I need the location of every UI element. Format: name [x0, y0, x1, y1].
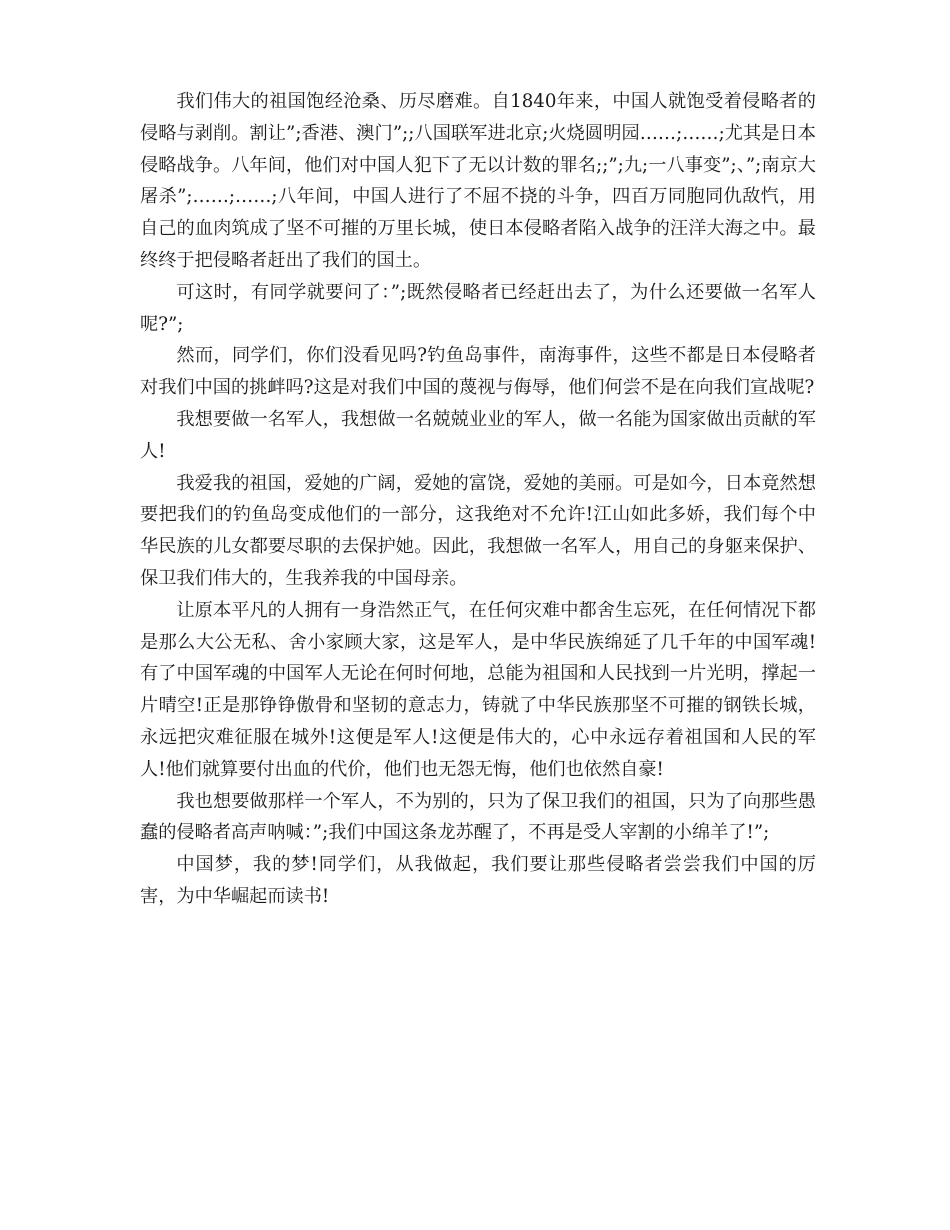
paragraph-1: 我们伟大的祖国饱经沧桑、历尽磨难。自1840年来，中国人就饱受着侵略者的侵略与剥削。割让”;香港、澳门”;;八国联军进北京;火烧圆明园……;……;尤其是日本侵略战争。八年间，他们对中国人犯下了无以计数的罪名;;”;九;一八事变”;、”;南京大屠杀”;……;……;八年间，中国人进行了不屈不挠的斗争，四百万同胞同仇敌忾，用自己的血肉筑成了坚不可摧的万里长城，使日本侵略者陷入战争的汪洋大海之中。最终终于把侵略者赶出了我们的国土。 — [140, 91, 816, 271]
paragraph-6: 让原本平凡的人拥有一身浩然正气，在任何灾难中都舍生忘死，在任何情况下都是那么大公无私、舍小家顾大家，这是军人，是中华民族绵延了几千年的中国军魂!有了中国军魂的中国军人无论在何时何地，总能为祖国和人民找到一片光明，撑起一片晴空!正是那铮铮傲骨和坚韧的意志力，铸就了中华民族那坚不可摧的钢铁长城，永远把灾难征服在城外!这便是军人!这便是伟大的，心中永远存着祖国和人民的军人!他们就算要付出血的代价，他们也无怨无悔，他们也依然自豪! — [140, 599, 816, 780]
paragraph-4: 我想要做一名军人，我想做一名兢兢业业的军人，做一名能为国家做出贡献的军人! — [140, 408, 816, 462]
essay-body — [140, 86, 816, 913]
paragraph-3: 然而，同学们，你们没看见吗?钓鱼岛事件，南海事件，这些不都是日本侵略者对我们中国的挑衅吗?这是对我们中国的蔑视与侮辱，他们何尝不是在向我们宣战呢? — [140, 345, 816, 399]
paragraph-5: 我爱我的祖国，爱她的广阔，爱她的富饶，爱她的美丽。可是如今，日本竟然想要把我们的钓鱼岛变成他们的一部分，这我绝对不允许!江山如此多娇，我们每个中华民族的儿女都要尽职的去保护她。因此，我想做一名军人，用自己的身躯来保护、保卫我们伟大的，生我养我的中国母亲。 — [140, 472, 816, 589]
paragraph-7: 我也想要做那样一个军人，不为别的，只为了保卫我们的祖国，只为了向那些愚蠢的侵略者高声呐喊：”;我们中国这条龙苏醒了，不再是受人宰割的小绵羊了!”; — [140, 790, 816, 844]
paragraph-8: 中国梦，我的梦!同学们，从我做起，我们要让那些侵略者尝尝我们中国的厉害，为中华崛起而读书! — [140, 854, 816, 907]
paragraph-2: 可这时，有同学就要问了：”;既然侵略者已经赶出去了，为什么还要做一名军人呢?”; — [140, 281, 816, 335]
